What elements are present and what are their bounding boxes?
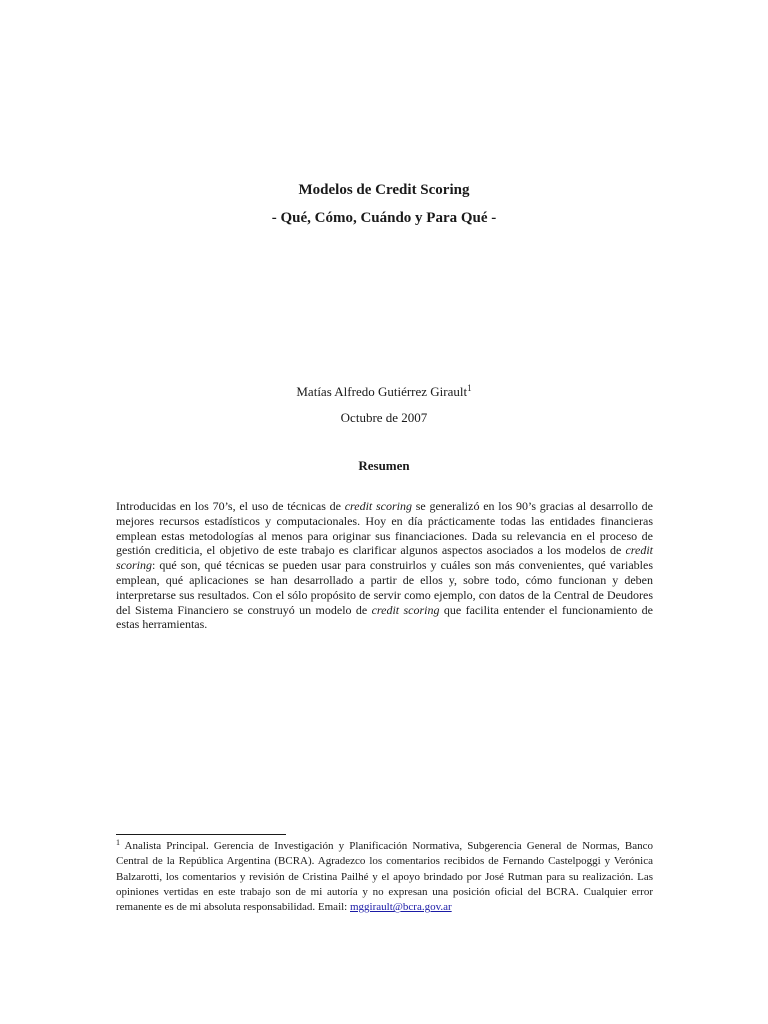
- document-subtitle: - Qué, Cómo, Cuándo y Para Qué -: [271, 210, 497, 226]
- abstract-text-3: : qué son, qué técnicas se pueden usar para construirlos y cuáles son más convenientes, qué variables emplean, qué aplicaciones se han desarrollado a partir de ellos y, sobre todo, cómo funcionan y deben interpretarse sus resultados. Con el sólo propósito de servir como ejemplo, con datos de la Central de Deudores del Sistema Financiero se construyó un modelo de: [116, 558, 653, 617]
- abstract-heading: Resumen: [358, 458, 410, 473]
- abstract-term-2: credit scoring: [116, 543, 653, 573]
- abstract-text-2: se generalizó en los 90’s gracias al desarrollo de mejores recursos estadísticos y computacionales. Hoy en día prácticamente todas las entidades financieras emplean estas metodologías al menos para originar sus financiaciones. Dada su relevancia en el proceso de gestión crediticia, el objetivo de este trabajo es clarificar algunos aspectos asociados a los modelos de: [116, 499, 653, 558]
- document-title: Modelos de Credit Scoring: [298, 182, 470, 198]
- footnote-marker: 1: [116, 838, 120, 847]
- abstract-term-3: credit scoring: [371, 602, 440, 617]
- document-date: Octubre de 2007: [340, 410, 428, 425]
- footnote-text: Analista Principal. Gerencia de Investigación y Planificación Normativa, Subgerencia General de Normas, Banco Central de la República Argentina (BCRA). Agradezco los comentarios recibidos de Fernando Castelpoggi y Verónica Balzarotti, los comentarios y revisión de Cristina Pailhé y el apoyo brindado por José Rutman para su realización. Las opiniones vertidas en este trabajo son de mi autoría y no expresan una posición oficial del BCRA. Cualquier error remanente es de mi absoluta responsabilidad. Email:: [116, 840, 653, 914]
- author-line: [0, 384, 768, 400]
- abstract-term-1: credit scoring: [344, 499, 412, 513]
- abstract-text-4: que facilita entender el funcionamiento de estas herramientas.: [116, 602, 653, 632]
- abstract-paragraph: [116, 499, 653, 632]
- footnote-email-link[interactable]: mggirault@bcra.gov.ar: [350, 901, 452, 914]
- footnote-separator: [116, 834, 286, 835]
- abstract-text-1: Introducidas en los 70’s, el uso de técnicas de: [116, 499, 345, 513]
- footnote: [116, 839, 653, 915]
- author-name: Matías Alfredo Gutiérrez Girault: [296, 384, 468, 399]
- author-footnote-marker: 1: [467, 383, 472, 393]
